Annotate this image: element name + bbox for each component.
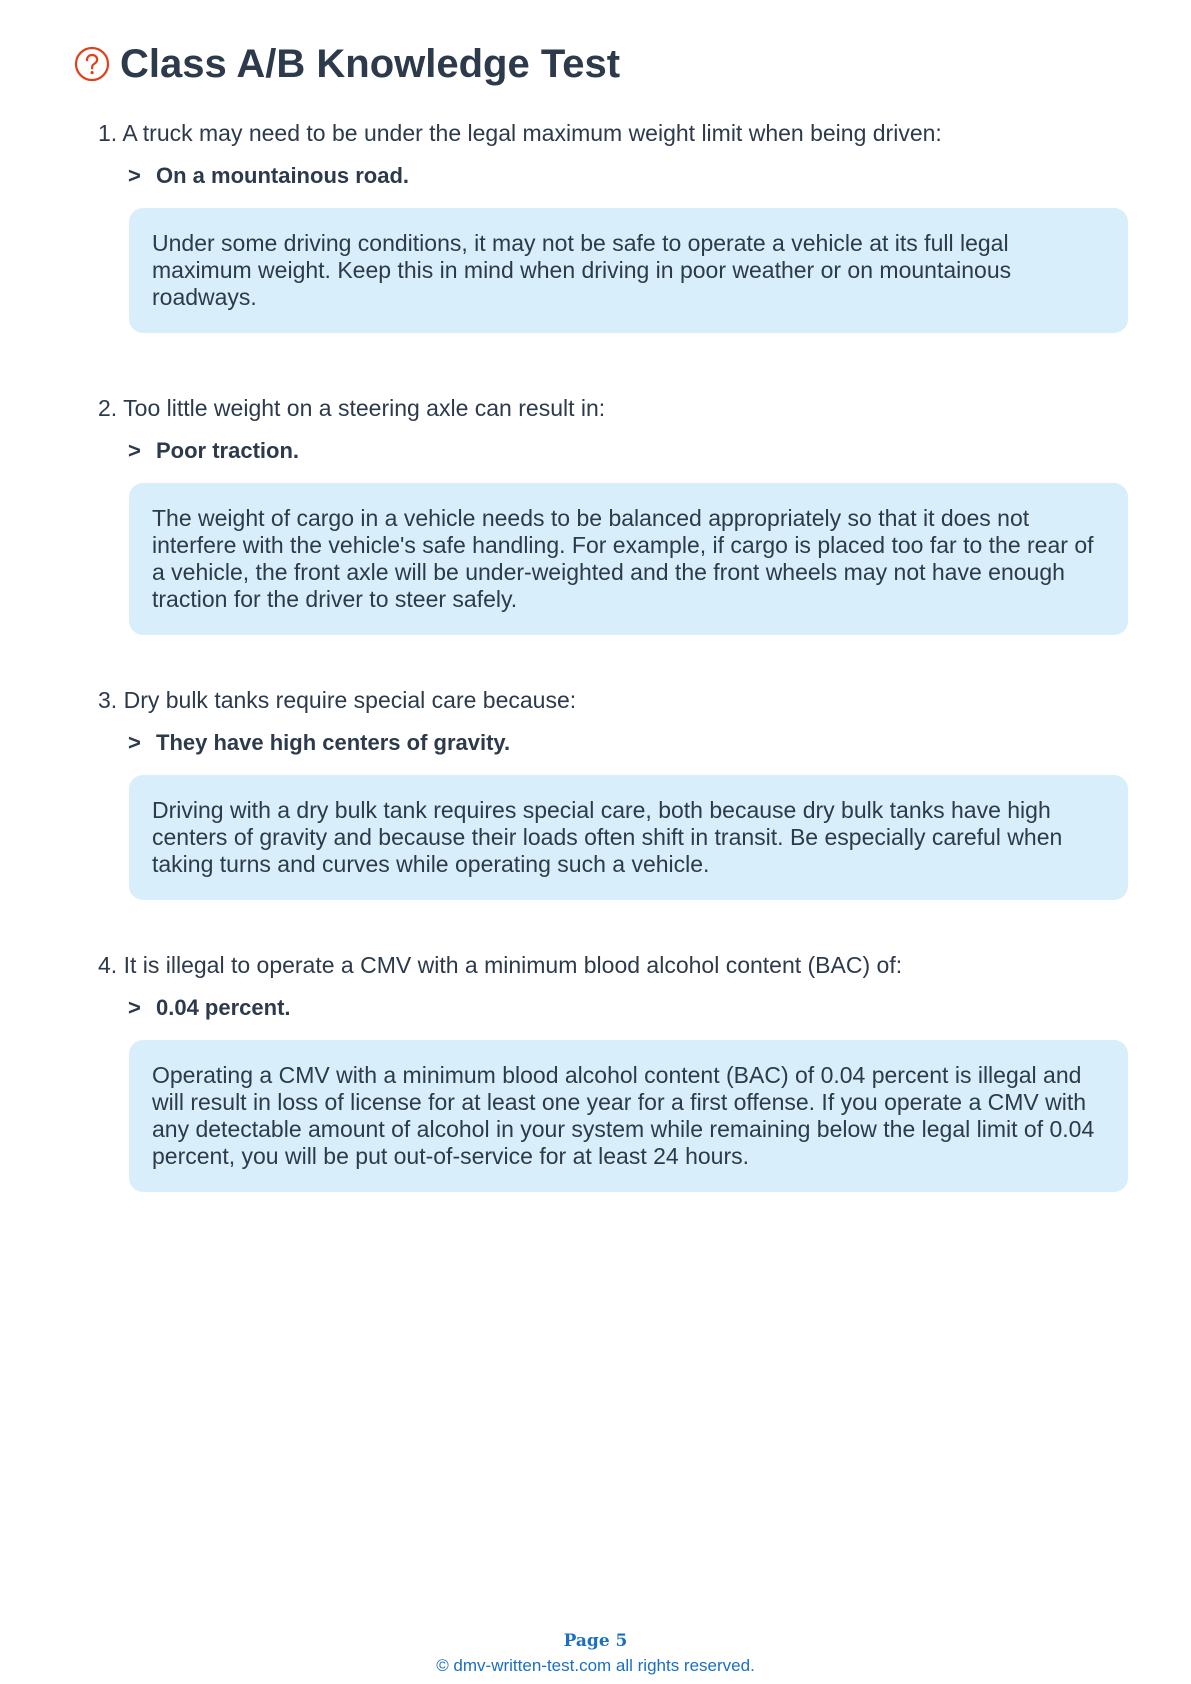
page-number: Page 5 — [563, 1631, 628, 1651]
explanation-box: Operating a CMV with a minimum blood alcohol content (BAC) of 0.04 percent is illegal and will result in loss of license for at least one year for a first offense. If you operate a CMV with any detectable amount of alcohol in your system while remaining below the legal limit of 0.04 percent, you will be put out-of-service for at least 24 hours. — [129, 1040, 1128, 1192]
answer — [128, 437, 1128, 465]
question-number: 4. — [98, 952, 118, 978]
question-prompt: It is illegal to operate a CMV with a minimum blood alcohol content (BAC) of: — [123, 952, 903, 978]
question-text — [98, 951, 1128, 979]
answer-marker: > — [128, 730, 141, 755]
question-item — [98, 119, 1128, 333]
explanation-box: Driving with a dry bulk tank requires special care, both because dry bulk tanks have high centers of gravity and because their loads often shift in transit. Be especially careful when taking turns and curves while operating such a vehicle. — [129, 775, 1128, 900]
question-circle-icon — [74, 46, 110, 82]
question-item — [98, 686, 1128, 900]
answer-text: On a mountainous road. — [156, 163, 410, 188]
question-number: 2. — [98, 395, 118, 421]
explanation-box: Under some driving conditions, it may not be safe to operate a vehicle at its full legal maximum weight. Keep this in mind when driving in poor weather or on mountainous roadways. — [129, 208, 1128, 333]
question-number: 1. — [98, 120, 118, 146]
question-prompt: Dry bulk tanks require special care because: — [123, 687, 577, 713]
answer — [128, 729, 1128, 757]
question-text — [98, 686, 1128, 714]
page-title: Class A/B Knowledge Test — [120, 42, 621, 86]
explanation-box: The weight of cargo in a vehicle needs to be balanced appropriately so that it does not interfere with the vehicle's safe handling. For example, if cargo is placed too far to the rear of a vehicle, the front axle will be under-weighted and the front wheels may not have enough traction for the driver to steer safely. — [129, 483, 1128, 635]
question-item — [98, 951, 1128, 1192]
answer-text: 0.04 percent. — [156, 995, 291, 1020]
answer — [128, 162, 1128, 190]
answer-marker: > — [128, 995, 141, 1020]
answer-text: Poor traction. — [156, 438, 300, 463]
question-item — [98, 394, 1128, 635]
page-header — [74, 40, 620, 88]
answer-marker: > — [128, 438, 141, 463]
answer — [128, 994, 1128, 1022]
question-number: 3. — [98, 687, 118, 713]
question-text — [98, 119, 1128, 147]
copyright-notice: © dmv-written-test.com all rights reserved. — [436, 1656, 755, 1675]
answer-marker: > — [128, 163, 141, 188]
question-text — [98, 394, 1128, 422]
question-prompt: A truck may need to be under the legal maximum weight limit when being driven: — [122, 120, 942, 146]
question-prompt: Too little weight on a steering axle can result in: — [123, 395, 606, 421]
answer-text: They have high centers of gravity. — [156, 730, 511, 755]
